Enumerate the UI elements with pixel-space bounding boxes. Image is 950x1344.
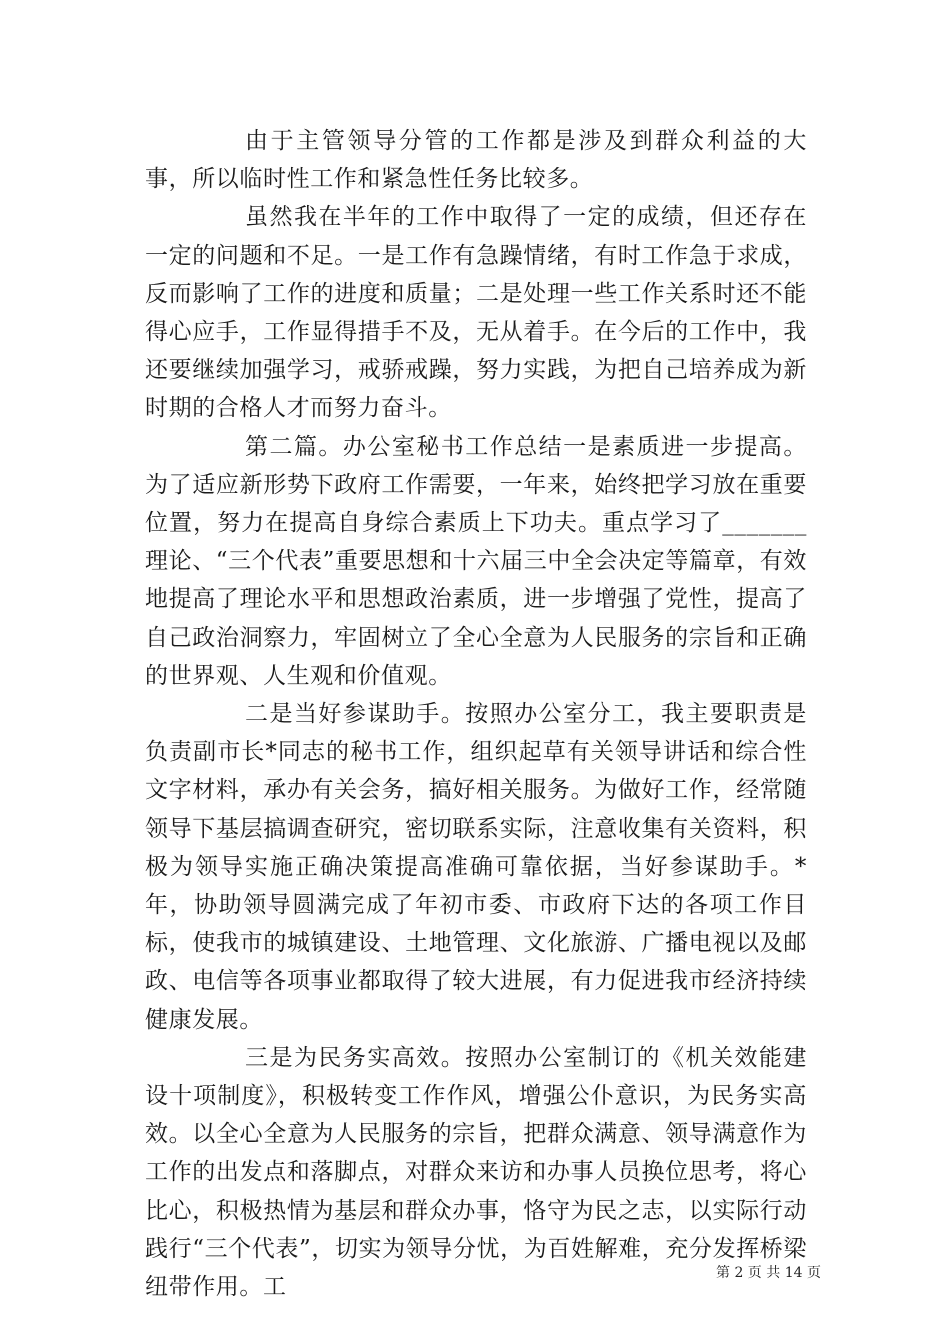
paragraph-1: 由于主管领导分管的工作都是涉及到群众利益的大事，所以临时性工作和紧急性任务比较多。 <box>145 128 807 193</box>
page-number: 第 2 页 共 14 页 <box>716 1265 821 1281</box>
paragraph-2: 虽然我在半年的工作中取得了一定的成绩，但还存在一定的问题和不足。一是工作有急躁情绪，有时工作急于求成，反而影响了工作的进度和质量；二是处理一些工作关系时还不能得心应手，工作显得措手不及，无从着手。在今后的工作中，我还要继续加强学习，戒骄戒躁，努力实践，为把自己培养成为新时期的合格人才而努力奋斗。 <box>145 204 807 422</box>
paragraph-3: 第二篇。办公室秘书工作总结一是素质进一步提高。为了适应新形势下政府工作需要，一年来，始终把学习放在重要位置，努力在提高自身综合素质上下功夫。重点学习了_______理论、“三个代表”重要思想和十六届三中全会决定等篇章，有效地提高了理论水平和思想政治素质，进一步增强了党性，提高了自己政治洞察力，牢固树立了全心全意为人民服务的宗旨和正确的世界观、人生观和价值观。 <box>145 433 807 689</box>
paragraph-5: 三是为民务实高效。按照办公室制订的《机关效能建设十项制度》，积极转变工作作风，增强公仆意识，为民务实高效。以全心全意为人民服务的宗旨，把群众满意、领导满意作为工作的出发点和落脚点，对群众来访和办事人员换位思考，将心比心，积极热情为基层和群众办事，恪守为民之志，以实际行动践行“三个代表”，切实为领导分忧，为百姓解难，充分发挥桥梁纽带作用。工 <box>145 1044 807 1301</box>
paragraph-4: 二是当好参谋助手。按照办公室分工，我主要职责是负责副市长*同志的秘书工作，组织起草有关领导讲话和综合性文字材料，承办有关会务，搞好相关服务。为做好工作，经常随领导下基层搞调查研究，密切联系实际，注意收集有关资料，积极为领导实施正确决策提高准确可靠依据，当好参谋助手。*年，协助领导圆满完成了年初市委、市政府下达的各项工作目标，使我市的城镇建设、土地管理、文化旅游、广播电视以及邮政、电信等各项事业都取得了较大进展，有力促进我市经济持续健康发展。 <box>145 701 807 1033</box>
document-body <box>145 122 807 1306</box>
